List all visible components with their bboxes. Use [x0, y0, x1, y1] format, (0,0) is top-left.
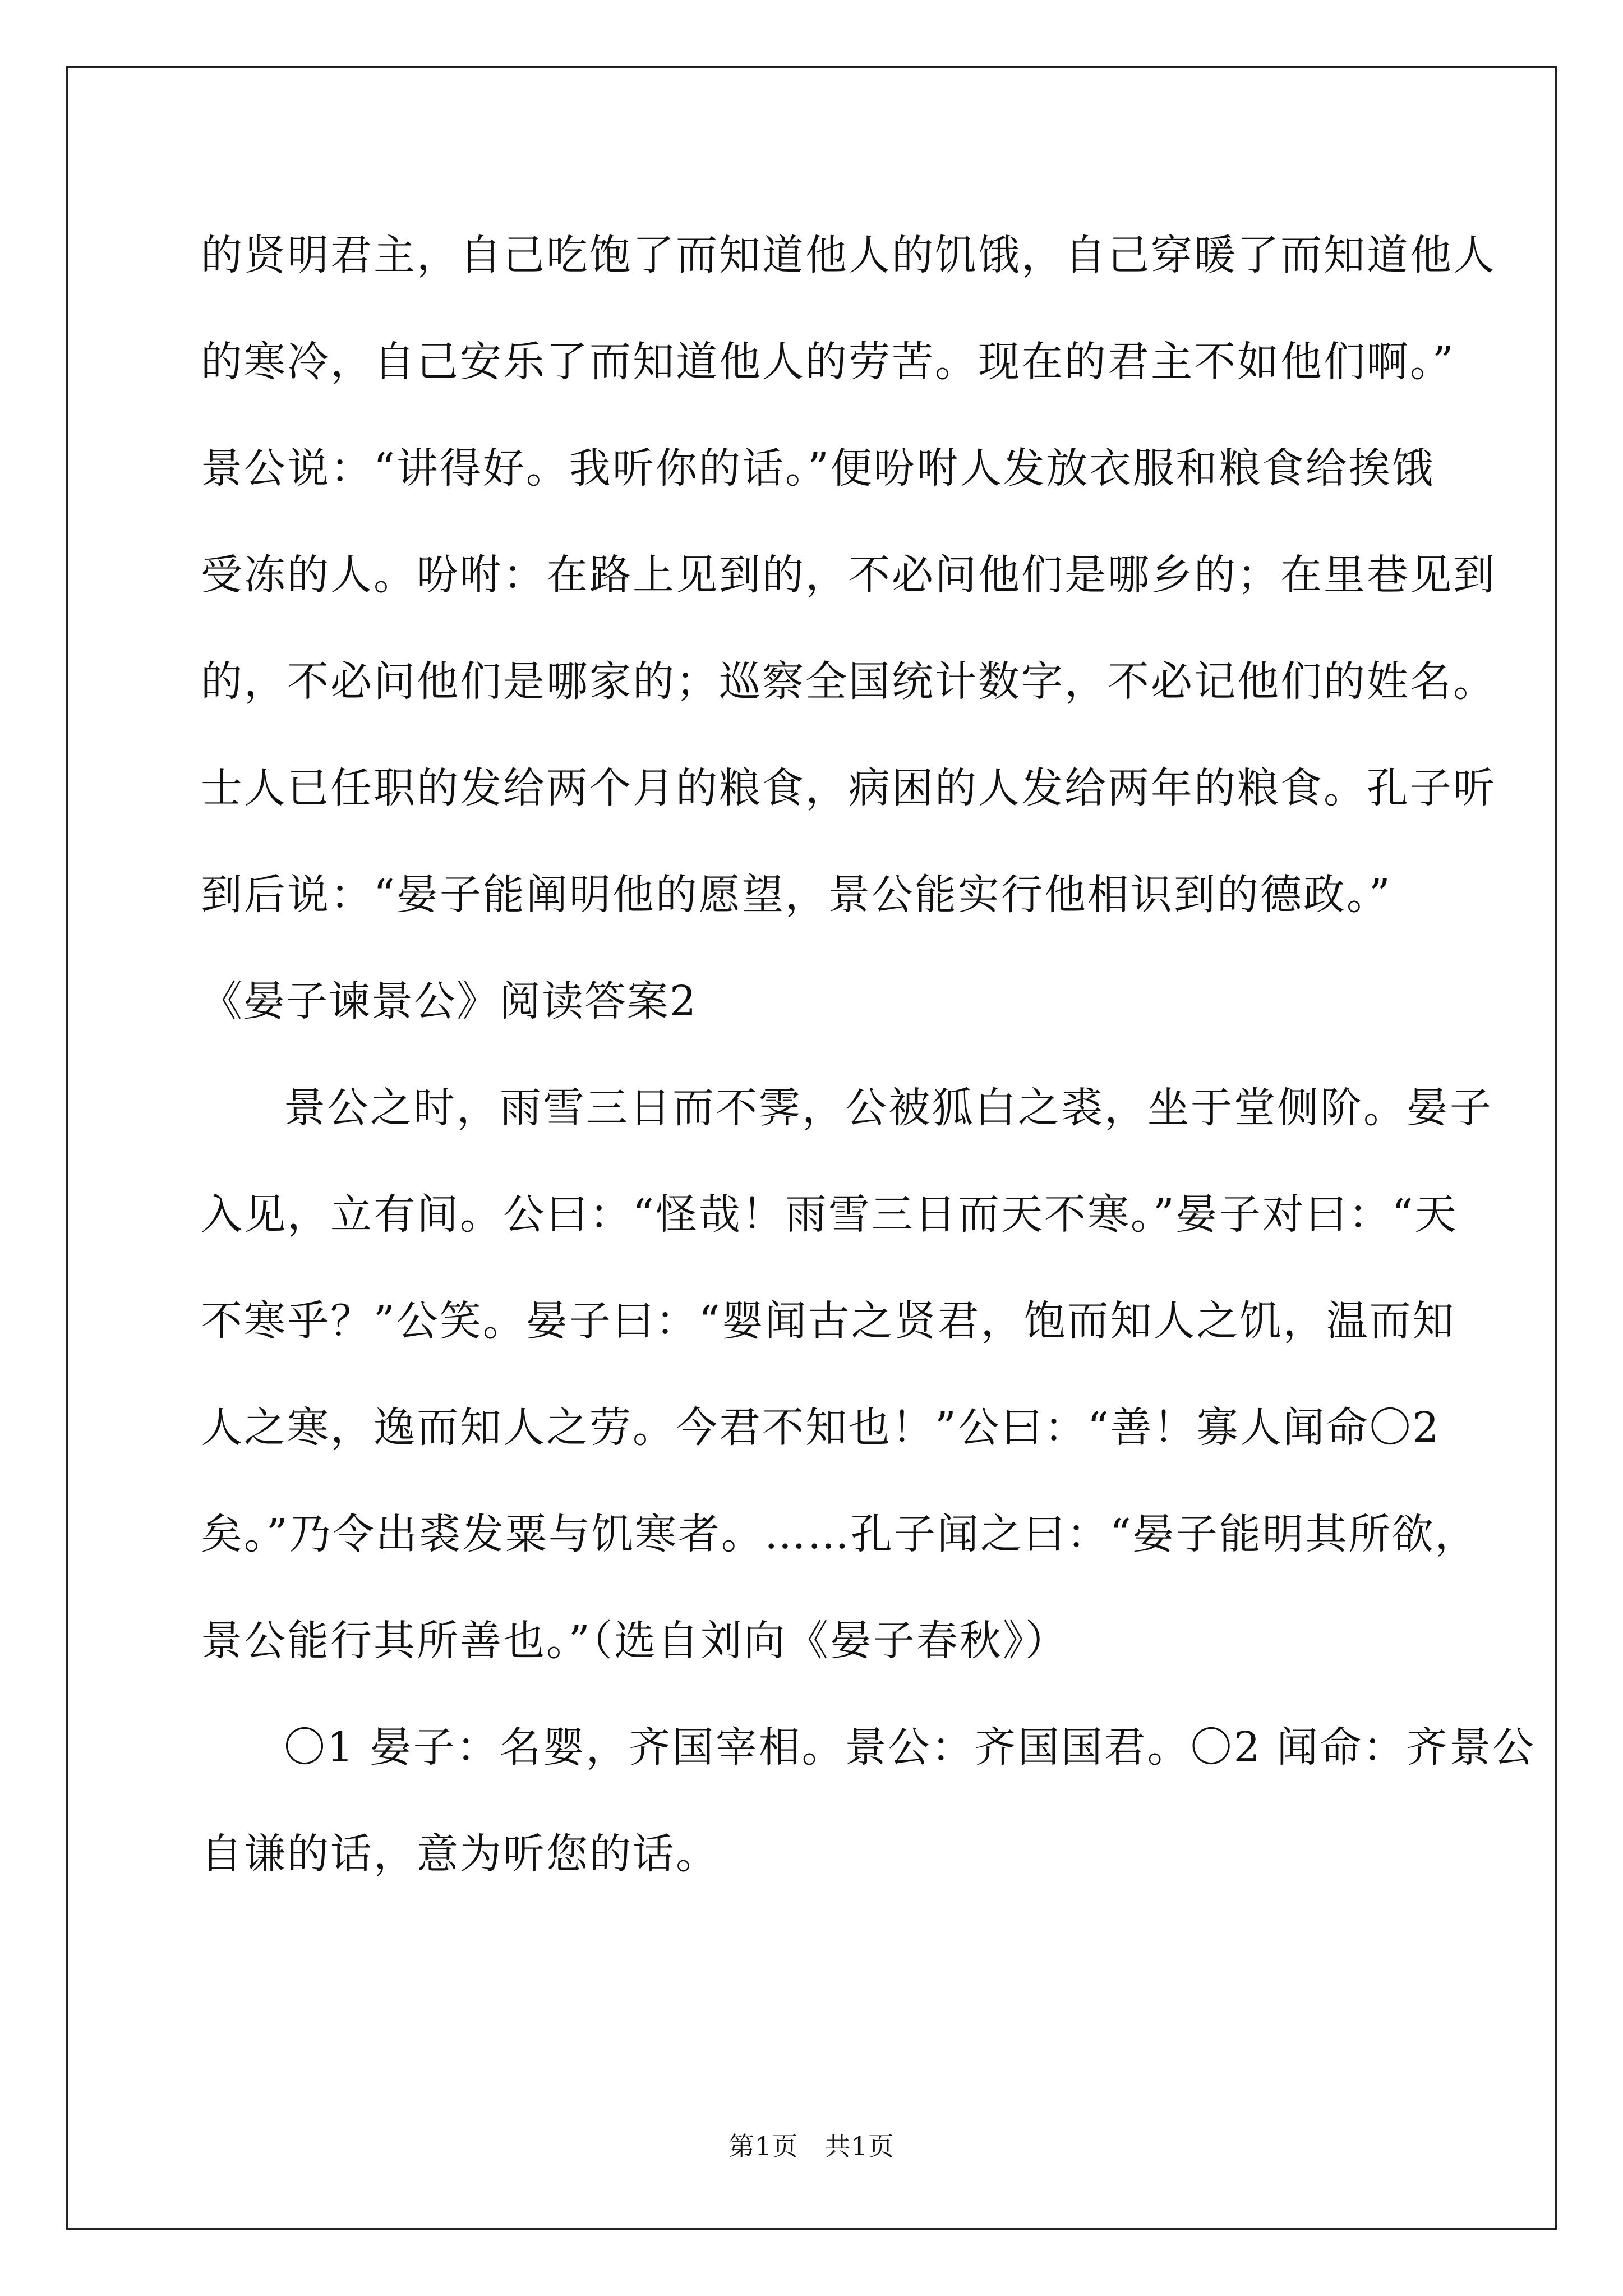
passage-line: 入见，立有间。公曰：“怪哉！雨雪三日而天不寒。”晏子对曰：“天 [201, 1190, 1458, 1239]
passage-line: 人之寒，逸而知人之劳。今君不知也！”公曰：“善！寡人闻命〇2 [201, 1404, 1441, 1452]
passage-line: 景公之时，雨雪三日而不霁，公被狐白之裘，坐于堂侧阶。晏子 [284, 1084, 1493, 1132]
text-line: 景公说：“讲得好。我听你的话。”便吩咐人发放衣服和粮食给挨饿 [201, 444, 1435, 493]
text-line: 到后说：“晏子能阐明他的愿望，景公能实行他相识到的德政。” [201, 871, 1392, 919]
text-line: 士人已任职的发给两个月的粮食，病困的人发给两年的粮食。孔子听 [201, 764, 1496, 812]
passage-line: 景公能行其所善也。”（选自刘向《晏子春秋》） [201, 1617, 1068, 1665]
section-heading: 《晏子谏景公》阅读答案2 [201, 977, 698, 1025]
text-line: 受冻的人。吩咐：在路上见到的，不必问他们是哪乡的；在里巷见到 [201, 551, 1496, 599]
document-body [201, 202, 1536, 1907]
passage-line: 矣。”乃令出裘发粟与饥寒者。……孔子闻之曰：“晏子能明其所欲， [201, 1510, 1478, 1558]
note-line: 〇1 晏子：名婴，齐国宰相。景公：齐国国君。〇2 闻命：齐景公 [284, 1723, 1536, 1772]
text-line: 的贤明君主，自己吃饱了而知道他人的饥饿，自己穿暖了而知道他人 [201, 231, 1496, 279]
passage-line: 不寒乎？”公笑。晏子曰：“婴闻古之贤君，饱而知人之饥，温而知 [201, 1297, 1456, 1345]
text-line: 的寒冷，自己安乐了而知道他人的劳苦。现在的君主不如他们啊。” [201, 338, 1455, 386]
page-footer: 第1页 共1页 [728, 2131, 895, 2161]
note-line: 自谦的话，意为听您的话。 [201, 1830, 719, 1878]
text-line: 的，不必问他们是哪家的；巡察全国统计数字，不必记他们的姓名。 [201, 657, 1496, 706]
